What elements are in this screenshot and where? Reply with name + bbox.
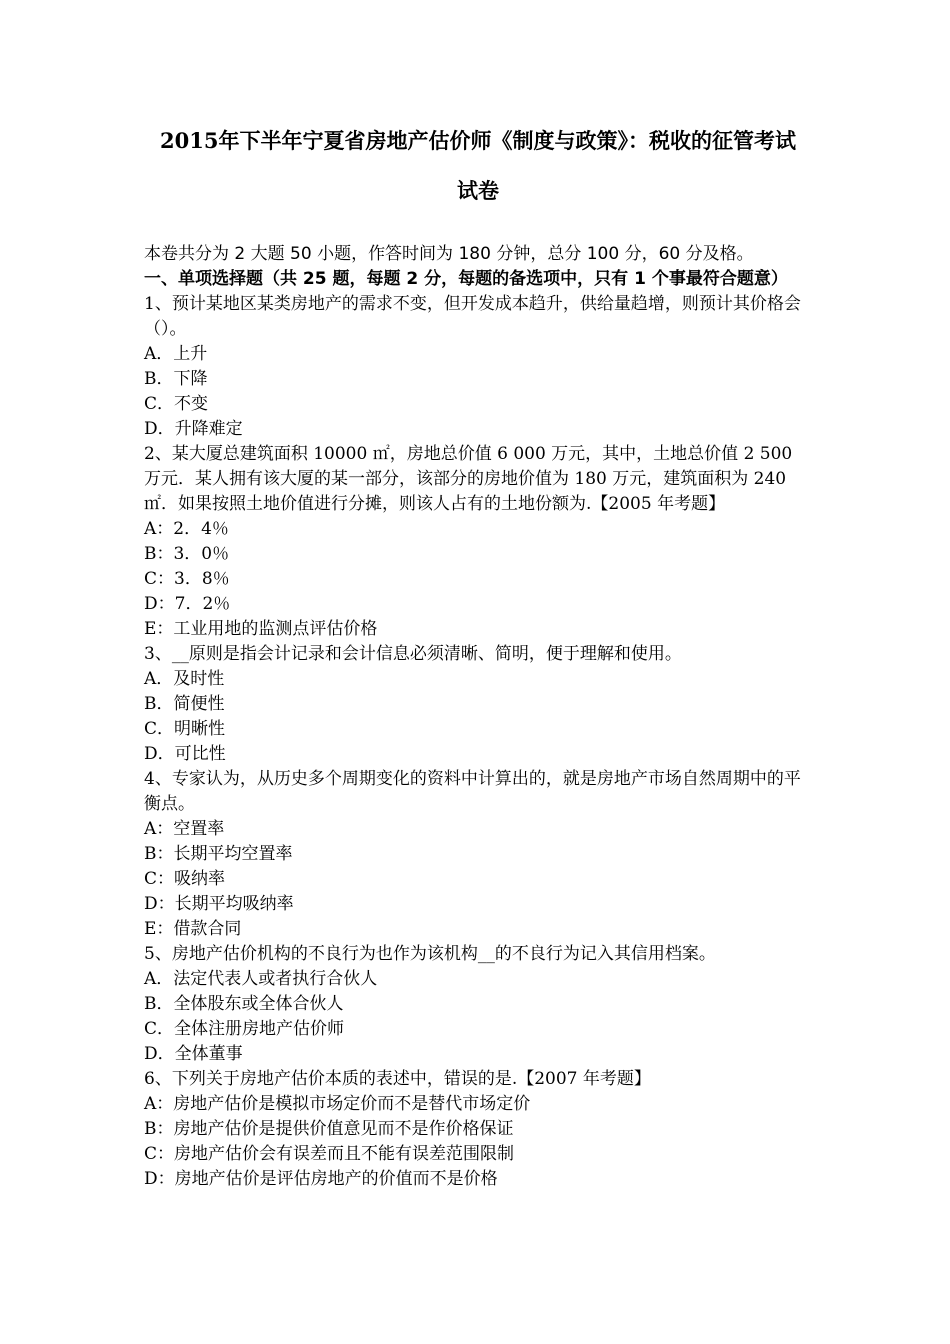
question-4	[144, 767, 812, 942]
section-heading: 一、单项选择题（共 25 题，每题 2 分，每题的备选项中，只有 1 个事最符合题意）	[144, 269, 788, 289]
question-option: E：工业用地的监测点评估价格	[144, 619, 378, 639]
question-option: A．及时性	[144, 669, 225, 689]
document-page	[144, 118, 812, 1192]
question-stem: 3、__原则是指会计记录和会计信息必须清晰、简明，便于理解和使用。	[144, 644, 682, 664]
question-option: A．法定代表人或者执行合伙人	[144, 969, 378, 989]
question-option: D：长期平均吸纳率	[144, 894, 294, 914]
question-option: B．全体股东或全体合伙人	[144, 994, 344, 1014]
question-option: C．明晰性	[144, 719, 226, 739]
question-option: D．升降难定	[144, 419, 243, 439]
question-option: C：3．8％	[144, 569, 230, 589]
exam-intro: 本卷共分为 2 大题 50 小题，作答时间为 180 分钟，总分 100 分，60 分及格。	[144, 244, 754, 264]
question-stem: 6、下列关于房地产估价本质的表述中，错误的是.【2007 年考题】	[144, 1069, 651, 1089]
document-title-line-2: 试卷	[457, 178, 499, 203]
question-option: D：7．2％	[144, 594, 231, 614]
question-option: D．可比性	[144, 744, 226, 764]
question-option: C．全体注册房地产估价师	[144, 1019, 345, 1039]
document-title-line-1: 2015年下半年宁夏省房地产估价师《制度与政策》：税收的征管考试	[160, 128, 796, 153]
question-option: D：房地产估价是评估房地产的价值而不是价格	[144, 1169, 498, 1189]
question-option: C：房地产估价会有误差而且不能有误差范围限制	[144, 1144, 515, 1164]
question-option: D．全体董事	[144, 1044, 243, 1064]
question-option: B：房地产估价是提供价值意见而不是作价格保证	[144, 1119, 514, 1139]
question-option: B．简便性	[144, 694, 225, 714]
question-option: E：借款合同	[144, 919, 242, 939]
question-stem: 4、专家认为，从历史多个周期变化的资料中计算出的，就是房地产市场自然周期中的平衡点。	[144, 769, 801, 814]
question-option: A：2．4％	[144, 519, 229, 539]
question-stem: 1、预计某地区某类房地产的需求不变，但开发成本趋升，供给量趋增，则预计其价格会（）。	[144, 294, 801, 339]
question-option: B．下降	[144, 369, 208, 389]
question-list	[144, 292, 812, 1192]
question-option: C：吸纳率	[144, 869, 226, 889]
question-5	[144, 942, 812, 1067]
question-option: C．不变	[144, 394, 209, 414]
question-2	[144, 442, 812, 642]
question-option: A．上升	[144, 344, 208, 364]
question-6	[144, 1067, 812, 1192]
question-stem: 5、房地产估价机构的不良行为也作为该机构__的不良行为记入其信用档案。	[144, 944, 716, 964]
question-stem: 2、某大厦总建筑面积 10000 ㎡，房地总价值 6 000 万元，其中，土地总价值 2 500 万元．某人拥有该大厦的某一部分，该部分的房地价值为 180 万元，建筑面积为 240 ㎡．如果按照土地价值进行分摊，则该人占有的土地份额为.【2005 年考题】	[144, 444, 793, 514]
question-option: B：3．0％	[144, 544, 230, 564]
question-option: B：长期平均空置率	[144, 844, 293, 864]
question-option: A：空置率	[144, 819, 225, 839]
question-1	[144, 292, 812, 442]
question-3	[144, 642, 812, 767]
question-option: A：房地产估价是模拟市场定价而不是替代市场定价	[144, 1094, 531, 1114]
